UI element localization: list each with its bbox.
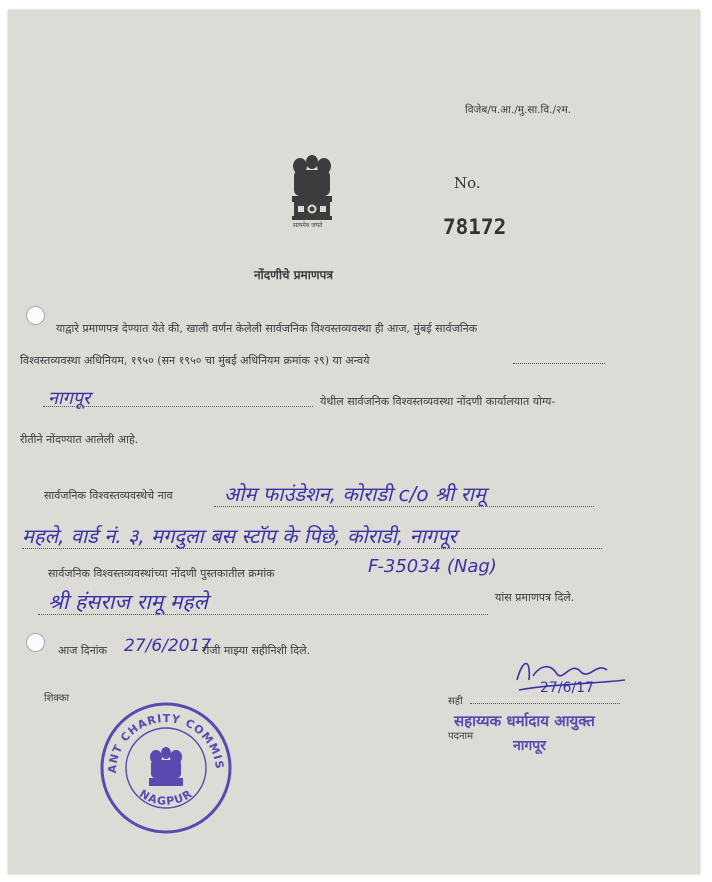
national-emblem-icon [284,150,340,246]
form-code: विजेब/प.आ./मु.सा.वि./२म. [465,104,572,116]
handwritten-place: नागपूर [48,388,91,409]
handwritten-trust-name: ओम फाउंडेशन, कोराडी c/o श्री रामू [224,482,486,506]
certificate-heading: नोंदणीचे प्रमाणपत्र [254,268,333,282]
date-prefix: आज दिनांक [58,644,107,657]
serial-number: 78172 [443,215,507,239]
signature-date: 27/6/17 [540,680,594,696]
officer-title-stamp: सहाय्यक धर्मादाय आयुक्त [454,712,595,730]
blank-line [513,363,605,364]
blank-line [214,506,594,507]
seal-text-top: ANT CHARITY COMMIS [105,711,227,774]
punch-hole [26,633,45,652]
blank-line [43,406,313,407]
date-suffix: रोजी माझ्या सहीनिशी दिले. [202,644,311,657]
seal-emblem-icon [149,747,183,786]
sign-label: सही [448,696,463,707]
body-text-line: विश्वस्तव्यवस्था अधिनियम, १९५० (सन १९५० चा मुंबई अधिनियम क्रमांक २९) या अन्वये [20,354,370,367]
handwritten-recipient-name: श्री हंसराज रामू महले [48,590,208,614]
body-text-line: येथील सार्वजनिक विश्वस्तव्यवस्था नोंदणी कार्यालयात योग्य- [320,395,556,408]
seal-text-bottom: NAGPUR [137,787,195,808]
blank-line [22,548,602,549]
certificate-page [8,10,700,874]
body-text-line: याद्वारे प्रमाणपत्र देण्यात येते की, खाली वर्णन केलेली सार्वजनिक विश्वस्तव्यवस्था ही आज, मुंबई सार्वजनिक [56,322,478,335]
punch-hole [26,306,45,325]
handwritten-register-number: F-35034 (Nag) [368,556,497,577]
officer-place-stamp: नागपूर [513,738,546,754]
blank-line [38,614,488,615]
seal-label: शिक्का [44,693,70,704]
emblem-motto: सत्यमेव जयते [293,222,323,229]
handwritten-trust-address: महले, वार्ड नं. ३, मगदुला बस स्टॉप के पिछे, कोराडी, नागपूर [22,524,457,548]
body-text-line: रीतीने नोंदण्यात आलेली आहे. [20,433,139,446]
official-seal-stamp [96,698,236,842]
serial-label: No. [454,174,481,192]
trust-name-label: सार्वजनिक विश्वस्तव्यवस्थेचे नाव [44,489,173,502]
recipient-suffix: यांस प्रमाणपत्र दिले. [495,591,575,604]
register-number-label: सार्वजनिक विश्वस्तव्यवस्थांच्या नोंदणी पुस्तकातील क्रमांक [48,567,275,580]
handwritten-date: 27/6/2017 [124,636,212,656]
designation-label: पदनाम [448,731,474,742]
